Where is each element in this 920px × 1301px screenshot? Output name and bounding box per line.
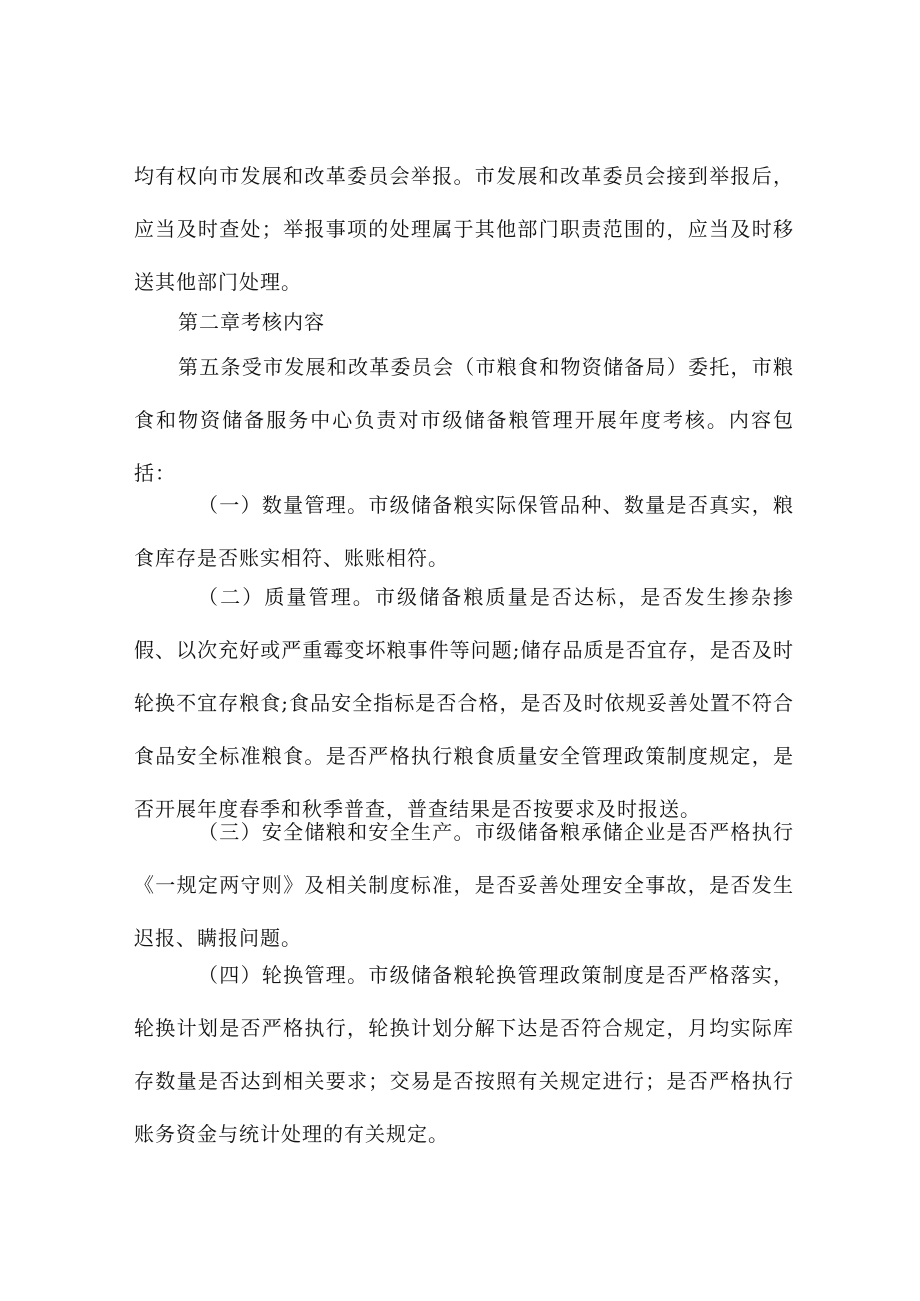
item-quantity-management: （一）数量管理。市级储备粮实际保管品种、数量是否真实，粮食库存是否账实相符、账账相符。	[134, 493, 794, 570]
item-rotation-management: （四）轮换管理。市级储备粮轮换管理政策制度是否严格落实，轮换计划是否严格执行，轮换计划分解下达是否符合规定，月均实际库存数量是否达到相关要求；交易是否按照有关规定进行；是否严格执行账务资金与统计处理的有关规定。	[134, 963, 794, 1146]
paragraph-report-handling: 均有权向市发展和改革委员会举报。市发展和改革委员会接到举报后，应当及时查处；举报事项的处理属于其他部门职责范围的，应当及时移送其他部门处理。	[134, 164, 794, 294]
chapter-heading: 第二章考核内容	[178, 310, 325, 334]
article-five-paragraph: 第五条受市发展和改革委员会（市粮食和物资储备局）委托，市粮食和物资储备服务中心负责对市级储备粮管理开展年度考核。内容包括：	[134, 355, 794, 485]
item-quality-management: （二）质量管理。市级储备粮质量是否达标，是否发生掺杂掺假、以次充好或严重霉变坏粮事件等问题;储存品质是否宜存，是否及时轮换不宜存粮食;食品安全指标是否合格，是否及时依规妥善处置不符合食品安全标准粮食。是否严格执行粮食质量安全管理政策制度规定，是否开展年度春季和秋季普查，普查结果是否按要求及时报送。	[134, 585, 794, 821]
item-safety-management: （三）安全储粮和安全生产。市级储备粮承储企业是否严格执行《一规定两守则》及相关制度标准，是否妥善处理安全事故，是否发生迟报、瞒报问题。	[134, 820, 794, 950]
